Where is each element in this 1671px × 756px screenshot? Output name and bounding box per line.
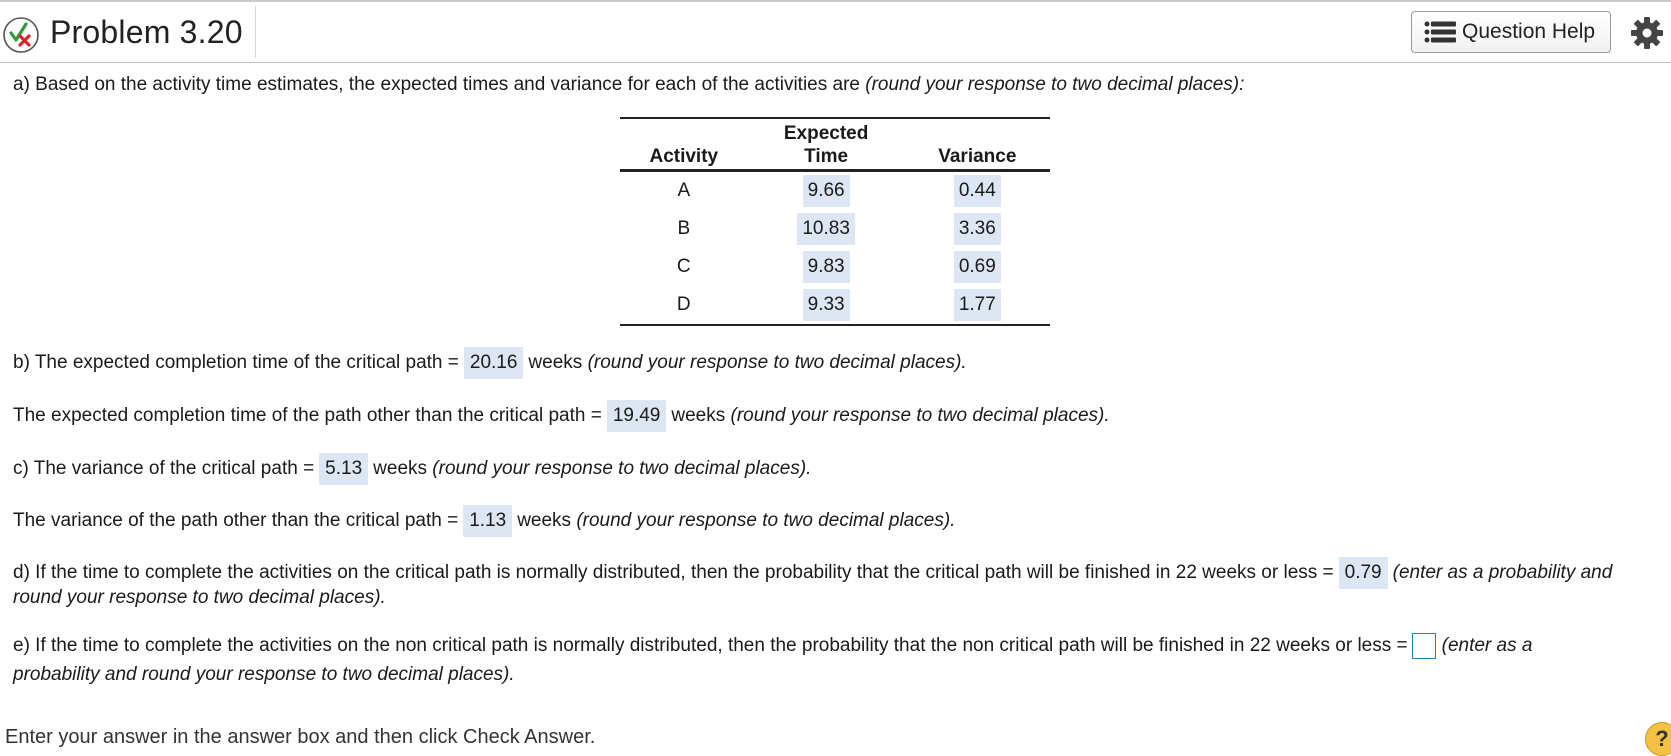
expected-time-header (748, 118, 905, 171)
expected-time-answer[interactable]: 9.33 (803, 289, 850, 321)
part-d-note-line2: round your response to two decimal places). (13, 587, 386, 608)
title-divider (255, 6, 256, 58)
critical-path-variance-answer[interactable]: 5.13 (319, 453, 368, 485)
expected-time-answer[interactable]: 10.83 (797, 213, 855, 245)
part-b-q1-text: b) The expected completion time of the critical path = (13, 352, 459, 373)
part-b-q2-text: The expected completion time of the path other than the critical path = (13, 405, 602, 426)
part-d-note-line1: (enter as a probability and (1392, 562, 1613, 583)
part-c-q2-text: The variance of the path other than the critical path = (13, 510, 459, 531)
expected-time-answer[interactable]: 9.66 (803, 175, 850, 207)
activity-table (620, 117, 1050, 326)
partial-credit-status-icon (2, 16, 40, 54)
part-d-line1 (13, 557, 1612, 589)
variance-answer[interactable]: 3.36 (954, 213, 1001, 245)
part-b-q2-note: (round your response to two decimal places). (730, 405, 1110, 426)
activity-cell: D (676, 294, 691, 315)
expected-header-line1: Expected (783, 123, 869, 144)
expected-time-answer[interactable]: 9.83 (803, 251, 850, 283)
part-e-note-line1: (enter as a (1441, 635, 1533, 657)
part-e-text-before: e) If the time to complete the activities on the non critical path is normally distributed, then the probability that the non critical path will be finished in (13, 635, 1245, 657)
question-help-button[interactable] (1411, 11, 1611, 53)
part-c-q1 (13, 453, 811, 485)
activity-cell: A (677, 180, 691, 201)
part-b-q1-unit: weeks (528, 352, 583, 373)
other-path-time-answer[interactable]: 19.49 (607, 400, 667, 432)
part-e-text-after: weeks or less = (1276, 635, 1408, 657)
answer-instruction: Enter your answer in the answer box and then click Check Answer. (5, 726, 596, 748)
variance-header: Variance (938, 146, 1017, 167)
part-c-q1-text: c) The variance of the critical path = (13, 458, 315, 479)
part-c-q2 (13, 505, 955, 537)
part-e-line1 (13, 633, 1532, 659)
part-b-q1 (13, 347, 967, 379)
part-e-note-line2: probability and round your response to two decimal places). (13, 664, 515, 685)
activity-cell: B (677, 218, 691, 239)
part-c-q1-note: (round your response to two decimal places). (432, 458, 812, 479)
part-a-note: (round your response to two decimal places): (865, 74, 1245, 95)
part-c-q2-note: (round your response to two decimal places). (576, 510, 956, 531)
part-b-q2 (13, 400, 1110, 432)
part-d-text: d) If the time to complete the activities on the critical path is normally distributed, then the probability that the critical path will be finished in 22 weeks or less = (13, 562, 1334, 583)
other-path-variance-answer[interactable]: 1.13 (463, 505, 512, 537)
variance-answer[interactable]: 1.77 (954, 289, 1001, 321)
table-row (620, 210, 1050, 248)
part-c-q1-unit: weeks (373, 458, 428, 479)
list-icon (1424, 21, 1456, 43)
header-bar (0, 2, 1671, 63)
activity-header: Activity (649, 146, 719, 167)
activity-cell: C (676, 256, 691, 277)
page-title: Problem 3.20 (50, 14, 243, 50)
expected-header-line2: Time (804, 146, 849, 167)
variance-answer[interactable]: 0.69 (954, 251, 1001, 283)
part-b-q1-note: (round your response to two decimal places). (587, 352, 967, 373)
help-button[interactable]: ? (1645, 722, 1671, 756)
part-a-prompt (13, 73, 1244, 97)
critical-path-time-answer[interactable]: 20.16 (464, 347, 524, 379)
part-e-weeks-value: 22 (1249, 635, 1271, 657)
table-row (620, 286, 1050, 325)
part-a-intro: a) Based on the activity time estimates, the expected times and variance for each of the activities are (13, 74, 860, 95)
table-row (620, 171, 1050, 211)
variance-answer[interactable]: 0.44 (954, 175, 1001, 207)
table-row (620, 248, 1050, 286)
critical-path-probability-answer[interactable]: 0.79 (1339, 557, 1388, 589)
part-b-q2-unit: weeks (671, 405, 726, 426)
question-help-label: Question Help (1462, 20, 1596, 43)
part-c-q2-unit: weeks (517, 510, 572, 531)
gear-icon[interactable] (1630, 16, 1664, 50)
non-critical-probability-input[interactable] (1412, 633, 1436, 659)
